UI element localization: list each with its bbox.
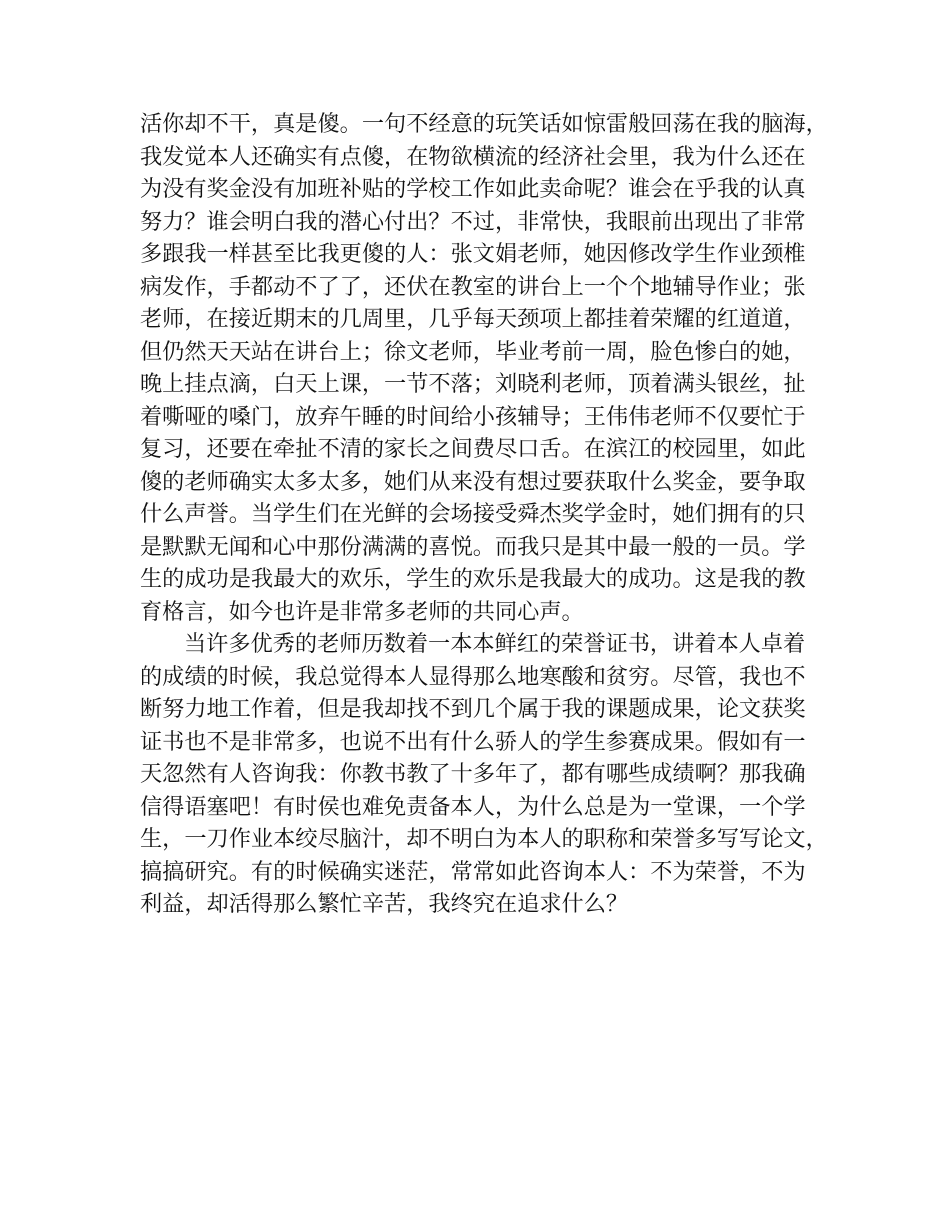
text-line: 病发作，手都动不了了，还伏在教室的讲台上一个个地辅导作业；张 — [140, 273, 806, 300]
text-line: 我发觉本人还确实有点傻，在物欲横流的经济社会里，我为什么还在 — [140, 143, 806, 170]
text-line: 着嘶哑的嗓门，放弃午睡的时间给小孩辅导；王伟伟老师不仅要忙于 — [140, 403, 806, 430]
text-line: 生，一刀作业本绞尽脑汁，却不明白为本人的职称和荣誉多写写论文， — [140, 826, 828, 852]
text-line: 什么声誉。当学生们在光鲜的会场接受舜杰奖学金时，她们拥有的只 — [140, 501, 806, 527]
text-line: 努力？谁会明白我的潜心付出？不过，非常快，我眼前出现出了非常 — [140, 208, 806, 235]
text-line: 利益，却活得那么繁忙辛苦，我终究在追求什么？ — [140, 891, 629, 917]
text-line: 天忽然有人咨询我：你教书教了十多年了，都有哪些成绩啊？那我确 — [140, 761, 806, 787]
text-line: 为没有奖金没有加班补贴的学校工作如此卖命呢？谁会在乎我的认真 — [140, 176, 806, 202]
text-line: 证书也不是非常多，也说不出有什么骄人的学生参赛成果。假如有一 — [140, 728, 806, 755]
text-line: 的成绩的时候，我总觉得本人显得那么地寒酸和贫穷。尽管，我也不 — [140, 663, 806, 690]
text-line: 生的成功是我最大的欢乐，学生的欢乐是我最大的成功。这是我的教 — [140, 566, 806, 592]
text-line: 信得语塞吧！有时侯也难免责备本人，为什么总是为一堂课，一个学 — [140, 793, 806, 820]
text-line: 断努力地工作着，但是我却找不到几个属于我的课题成果，论文获奖 — [140, 696, 806, 722]
text-line: 育格言，如今也许是非常多老师的共同心声。 — [140, 598, 584, 625]
text-line: 晚上挂点滴，白天上课，一节不落；刘晓利老师，顶着满头银丝，扯 — [140, 371, 806, 397]
text-line: 搞搞研究。有的时候确实迷茫，常常如此咨询本人：不为荣誉，不为 — [140, 858, 806, 885]
text-line: 但仍然天天站在讲台上；徐文老师，毕业考前一周，脸色惨白的她， — [140, 338, 806, 365]
text-line: 傻的老师确实太多太多，她们从来没有想过要获取什么奖金，要争取 — [140, 468, 806, 495]
text-line: 老师，在接近期末的几周里，几乎每天颈项上都挂着荣耀的红道道， — [140, 306, 806, 332]
text-line: 复习，还要在牵扯不清的家长之间费尽口舌。在滨江的校园里，如此 — [140, 436, 806, 462]
paragraph-1 — [140, 108, 826, 628]
text-line: 当许多优秀的老师历数着一本本鲜红的荣誉证书，讲着本人卓着 — [184, 631, 806, 657]
text-line: 多跟我一样甚至比我更傻的人：张文娟老师，她因修改学生作业颈椎 — [140, 241, 806, 267]
paragraph-2 — [140, 628, 826, 921]
text-line: 是默默无闻和心中那份满满的喜悦。而我只是其中最一般的一员。学 — [140, 533, 806, 560]
text-line: 活你却不干，真是傻。一句不经意的玩笑话如惊雷般回荡在我的脑海， — [140, 111, 828, 137]
body-text — [140, 108, 826, 921]
